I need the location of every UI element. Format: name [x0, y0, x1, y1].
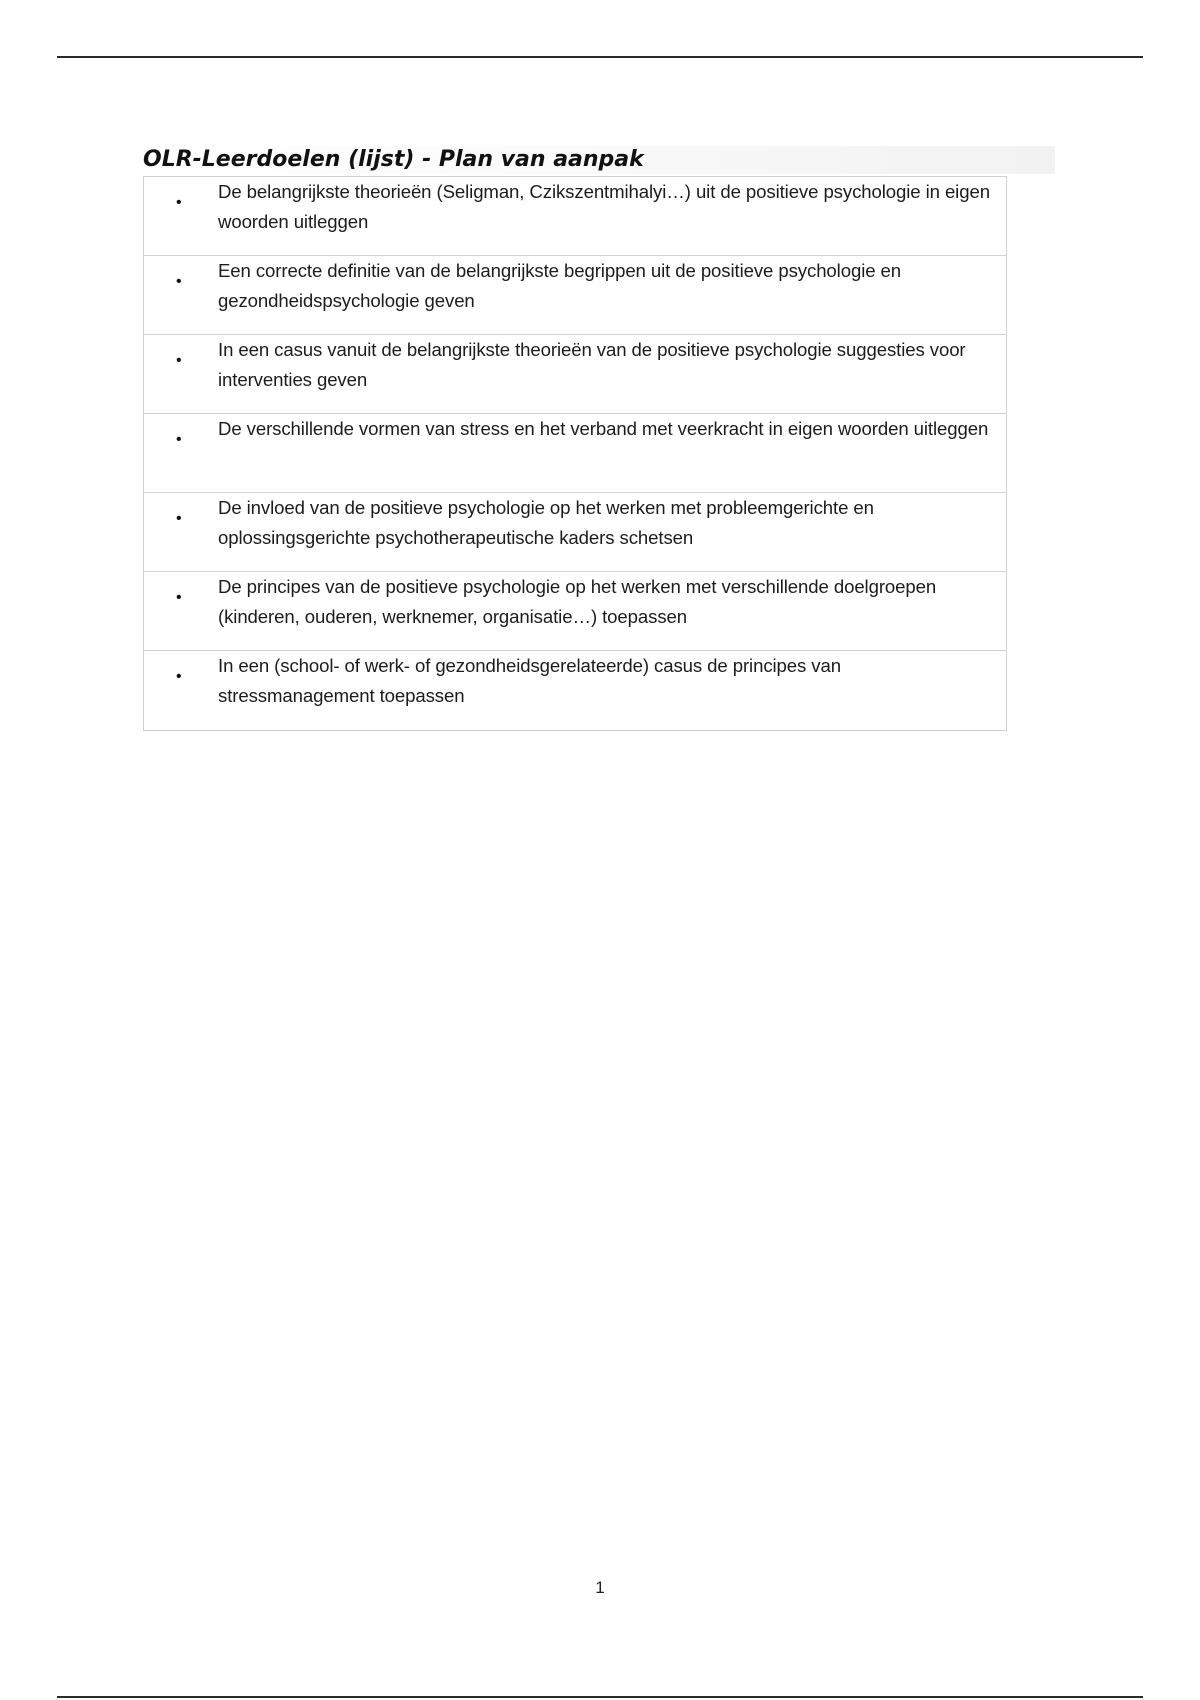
header-rule [57, 56, 1143, 58]
table-row [144, 651, 1006, 730]
bullet-icon: • [176, 431, 182, 448]
table-row [144, 493, 1006, 572]
bullet-icon: • [176, 273, 182, 290]
bullet-icon: • [176, 668, 182, 685]
learning-goal-text: De invloed van de positieve psychologie op het werken met probleemgerichte en oplossingsgerichte psychotherapeutische kaders schetsen [218, 497, 874, 548]
bullet-icon: • [176, 194, 182, 211]
footer-rule [57, 1696, 1143, 1698]
learning-goal-text: De principes van de positieve psychologie op het werken met verschillende doelgroepen (kinderen, ouderen, werknemer, organisatie…) toepassen [218, 576, 937, 627]
table-row [144, 572, 1006, 651]
learning-goals-table [143, 176, 1007, 731]
learning-goal-text: In een casus vanuit de belangrijkste theorieën van de positieve psychologie suggesties voor interventies geven [218, 339, 966, 390]
table-row [144, 414, 1006, 493]
bullet-icon: • [176, 510, 182, 527]
learning-goal-text: In een (school- of werk- of gezondheidsgerelateerde) casus de principes van stressmanagement toepassen [218, 655, 841, 706]
learning-goal-text: Een correcte definitie van de belangrijkste begrippen uit de positieve psychologie en gezondheidspsychologie geven [218, 260, 902, 311]
document-title: OLR-Leerdoelen (lijst) - Plan van aanpak [143, 147, 644, 172]
bullet-icon: • [176, 352, 182, 369]
table-row [144, 335, 1006, 414]
learning-goal-text: De verschillende vormen van stress en het verband met veerkracht in eigen woorden uitleggen [218, 418, 989, 439]
page-number: 1 [595, 1578, 605, 1597]
table-row [144, 177, 1006, 256]
bullet-icon: • [176, 589, 182, 606]
table-row [144, 256, 1006, 335]
learning-goal-text: De belangrijkste theorieën (Seligman, Czikszentmihalyi…) uit de positieve psychologie in eigen woorden uitleggen [218, 181, 990, 232]
